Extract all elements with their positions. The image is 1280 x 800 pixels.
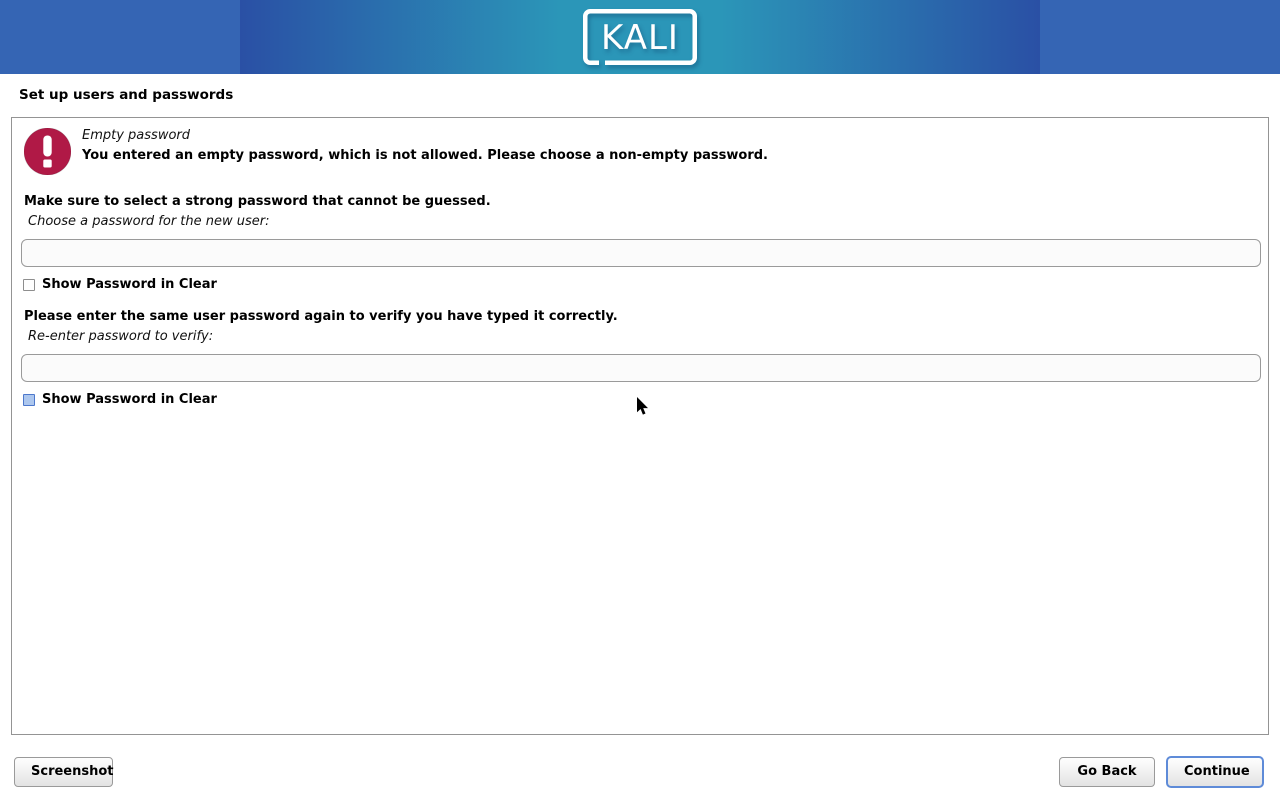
kali-logo-text: KALI: [601, 18, 679, 58]
show-password-checkbox-1[interactable]: [23, 279, 35, 291]
kali-banner: [0, 0, 1280, 74]
go-back-button[interactable]: Go Back: [1059, 757, 1155, 787]
error-title: Empty password: [82, 128, 190, 143]
show-password-label-2: Show Password in Clear: [42, 392, 217, 407]
password-strength-note: Make sure to select a strong password that cannot be guessed.: [24, 194, 491, 209]
kali-logo-icon: [583, 9, 697, 65]
verify-note: Please enter the same user password again to verify you have typed it correctly.: [24, 309, 618, 324]
screenshot-button[interactable]: Screenshot: [14, 757, 113, 787]
verify-password-input[interactable]: [21, 354, 1261, 382]
error-exclamation-icon: [24, 128, 71, 175]
show-password-label-1: Show Password in Clear: [42, 277, 217, 292]
password-input[interactable]: [21, 239, 1261, 267]
continue-button[interactable]: Continue: [1166, 756, 1264, 788]
password-field-label: Choose a password for the new user:: [28, 214, 270, 229]
content-panel: [11, 117, 1269, 735]
error-message: You entered an empty password, which is not allowed. Please choose a non-empty password.: [82, 148, 768, 163]
verify-field-label: Re-enter password to verify:: [28, 329, 214, 344]
show-password-checkbox-row-2[interactable]: [23, 392, 217, 407]
show-password-checkbox-row-1[interactable]: [23, 277, 217, 292]
show-password-checkbox-2[interactable]: [23, 394, 35, 406]
page-title: Set up users and passwords: [19, 87, 234, 103]
